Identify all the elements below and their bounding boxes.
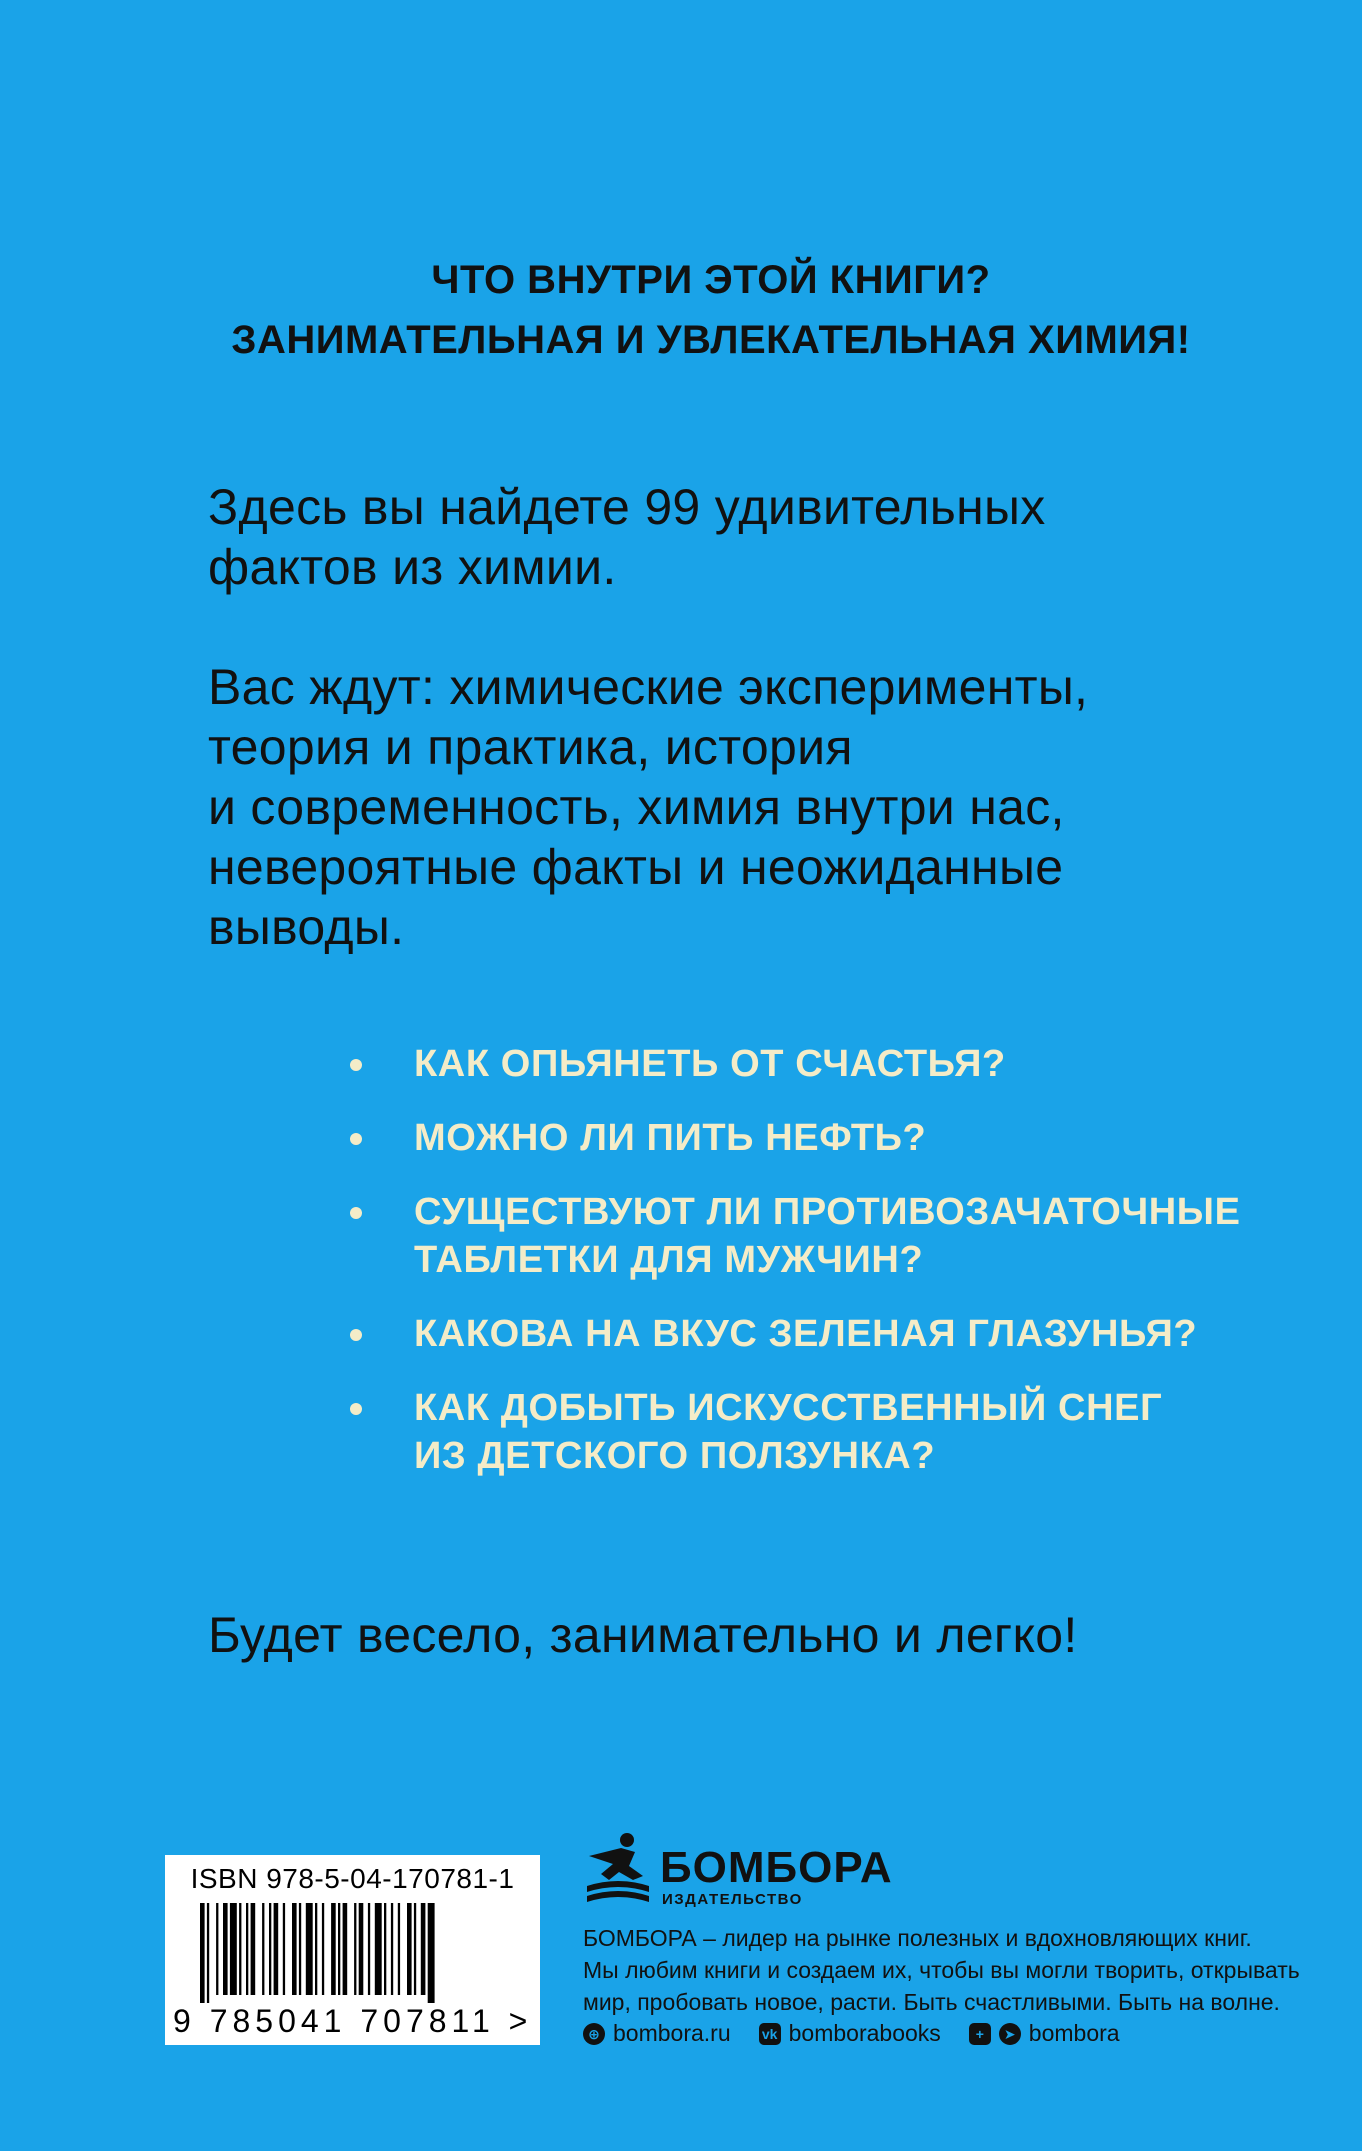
barcode-stripe	[251, 1903, 256, 1995]
intro-line: выводы.	[208, 899, 405, 955]
list-item	[350, 1188, 1300, 1284]
social-link-telegram[interactable]	[969, 2020, 1120, 2047]
barcode-stripe	[428, 1903, 435, 2003]
bullet-icon	[350, 1133, 362, 1145]
barcode-stripe	[414, 1903, 416, 1995]
barcode-stripe	[299, 1903, 301, 1995]
barcode-stripe	[398, 1903, 400, 1995]
list-item	[350, 1114, 1300, 1162]
barcode-stripe	[331, 1903, 336, 1995]
isbn-text: ISBN 978-5-04-170781-1	[190, 1863, 515, 1894]
description-line: БОМБОРА – лидер на рынке полезных и вдохновляющих книг.	[583, 1925, 1252, 1951]
intro-line: Здесь вы найдете 99 удивительных	[208, 479, 1046, 535]
intro-line: фактов из химии.	[208, 539, 617, 595]
barcode-digits: 9 785041 707811 >	[173, 2003, 533, 2039]
social-label: bombora.ru	[613, 2020, 731, 2046]
barcode-stripe	[239, 1903, 241, 1995]
barcode-stripe	[292, 1903, 297, 1995]
barcode	[165, 1855, 540, 2045]
list-item	[350, 1040, 1300, 1088]
closing-line: Будет весело, занимательно и легко!	[208, 1607, 1078, 1663]
intro-paragraph-2	[208, 657, 1308, 957]
barcode-stripe	[200, 1903, 205, 2003]
social-label: bomborabooks	[788, 2020, 941, 2046]
bullet-icon	[350, 1059, 362, 1071]
heading-line-1: ЧТО ВНУТРИ ЭТОЙ КНИГИ?	[431, 258, 991, 302]
plus-icon: +	[969, 2023, 991, 2045]
barcode-stripe	[207, 1903, 209, 2003]
list-item	[350, 1310, 1300, 1358]
barcode-stripe	[262, 1903, 264, 1995]
description-line: Мы любим книги и создаем их, чтобы вы могли творить, открывать	[583, 1957, 1300, 1983]
barcode-stripe	[368, 1903, 370, 1995]
publisher-description	[583, 1922, 1303, 2018]
bullet-icon	[350, 1403, 362, 1415]
barcode-stripe	[359, 1903, 364, 1995]
intro-paragraph-1	[208, 477, 1308, 597]
telegram-icon: ➤	[999, 2023, 1021, 2045]
description-line: мир, пробовать новое, расти. Быть счастливыми. Быть на волне.	[583, 1989, 1280, 2015]
barcode-stripe	[216, 1903, 218, 1995]
barcode-stripe	[354, 1903, 356, 1995]
bullet-icon	[350, 1207, 362, 1219]
barcode-stripe	[407, 1903, 412, 1995]
vk-icon: vk	[759, 2023, 781, 2045]
social-link-vk[interactable]	[759, 2020, 941, 2047]
barcode-stripe	[274, 1903, 279, 1995]
bullet-icon	[350, 1329, 362, 1341]
barcode-stripe	[322, 1903, 324, 1995]
publisher-subtitle: ИЗДАТЕЛЬСТВО	[662, 1891, 803, 1908]
globe-icon: ⊕	[583, 2023, 605, 2045]
bombora-logo-icon	[583, 1830, 653, 1910]
barcode-stripe	[315, 1903, 317, 1995]
heading-line-2: ЗАНИМАТЕЛЬНАЯ И УВЛЕКАТЕЛЬНАЯ ХИМИЯ!	[231, 318, 1191, 362]
barcode-stripe	[391, 1903, 393, 1995]
barcode-stripe	[343, 1903, 348, 1995]
barcode-stripe	[269, 1903, 271, 1995]
barcode-stripe	[230, 1903, 237, 1995]
intro-line: и современность, химия внутри нас,	[208, 779, 1065, 835]
barcode-stripe	[306, 1903, 313, 1995]
intro-line: невероятные факты и неожиданные	[208, 839, 1064, 895]
barcode-stripe	[375, 1903, 382, 1995]
publisher-name: БОМБОРА	[660, 1843, 893, 1892]
barcode-bars	[200, 1903, 505, 2003]
list-item-text: СУЩЕСТВУЮТ ЛИ ПРОТИВОЗАЧАТОЧНЫЕ	[414, 1191, 1241, 1233]
barcode-stripe	[338, 1903, 340, 1995]
intro-line: Вас ждут: химические эксперименты,	[208, 659, 1089, 715]
list-item-text: КАК ОПЬЯНЕТЬ ОТ СЧАСТЬЯ?	[414, 1043, 1006, 1085]
heading	[0, 250, 1362, 370]
barcode-stripe	[246, 1903, 248, 1995]
question-list	[350, 1040, 1300, 1506]
intro-line: теория и практика, история	[208, 719, 853, 775]
barcode-stripe	[421, 1903, 426, 1995]
list-item-text: ТАБЛЕТКИ ДЛЯ МУЖЧИН?	[414, 1239, 924, 1281]
social-link-website[interactable]	[583, 2020, 731, 2047]
social-label: bombora	[1028, 2020, 1120, 2046]
list-item-text: ИЗ ДЕТСКОГО ПОЛЗУНКА?	[414, 1435, 936, 1477]
barcode-stripe	[223, 1903, 228, 1995]
barcode-stripe	[384, 1903, 386, 1995]
list-item-text: КАК ДОБЫТЬ ИСКУССТВЕННЫЙ СНЕГ	[414, 1387, 1163, 1429]
list-item-text: МОЖНО ЛИ ПИТЬ НЕФТЬ?	[414, 1117, 927, 1159]
list-item-text: КАКОВА НА ВКУС ЗЕЛЕНАЯ ГЛАЗУНЬЯ?	[414, 1313, 1198, 1355]
barcode-stripe	[283, 1903, 285, 1995]
list-item	[350, 1384, 1300, 1480]
social-links	[583, 2020, 1303, 2047]
